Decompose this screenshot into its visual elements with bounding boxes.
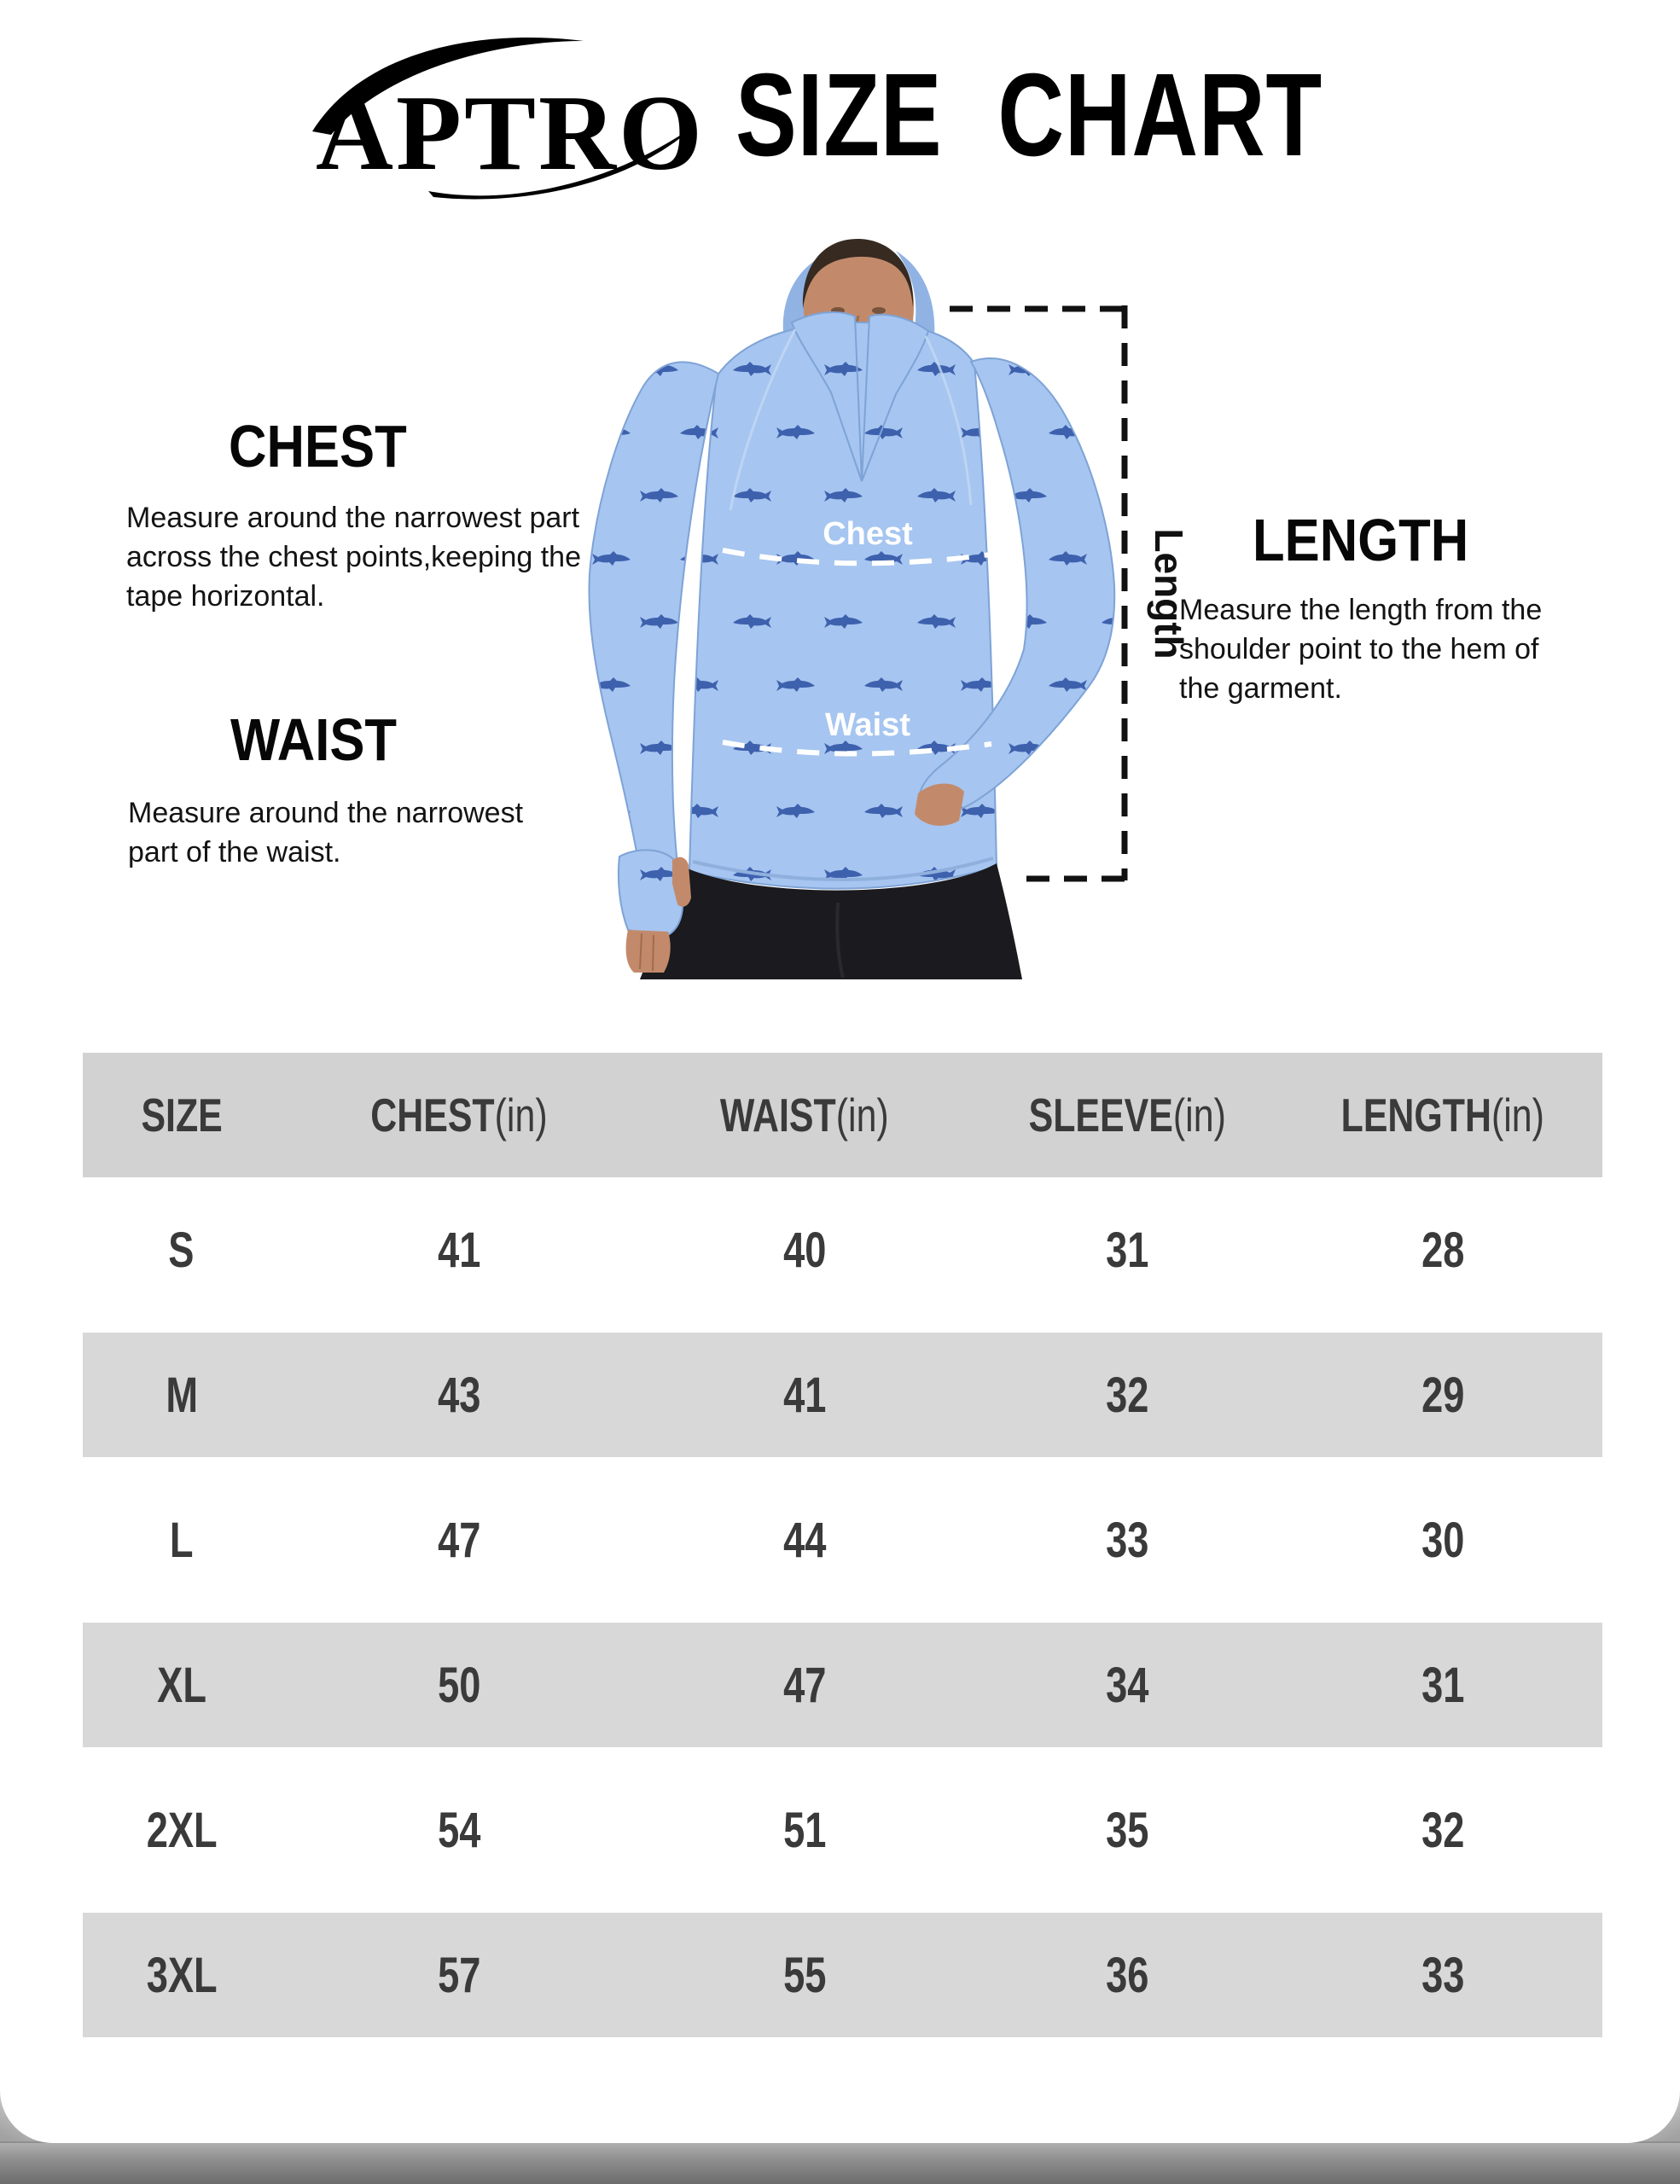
chest-guide-heading: CHEST [229, 413, 407, 479]
cell-size: 3XL [146, 1947, 218, 2003]
cell-length: 30 [1421, 1512, 1465, 1568]
table-row-2xl [83, 1757, 1602, 1902]
waist-guide-line: part of the waist. [128, 836, 341, 868]
table-header-row [83, 1053, 1602, 1177]
chest-guide-line: tape horizontal. [126, 580, 325, 613]
cell-size: L [169, 1512, 194, 1568]
cell-sleeve: 32 [1106, 1367, 1149, 1423]
left-fingers [626, 930, 671, 973]
cell-waist: 40 [782, 1222, 827, 1278]
cell-length: 31 [1421, 1657, 1465, 1713]
table-row-xl [83, 1612, 1602, 1757]
model-figure [538, 227, 1203, 979]
cell-size: S [168, 1222, 195, 1278]
cell-size: M [165, 1367, 198, 1423]
cell-length: 32 [1421, 1802, 1465, 1858]
chest-guide-text [126, 498, 581, 616]
length-guide-line: Measure the length from the [1179, 594, 1543, 626]
cell-waist: 55 [782, 1947, 827, 2003]
waist-guide-text [128, 793, 523, 872]
waist-guide-line: Measure around the narrowest [128, 797, 524, 829]
table-row-m [83, 1322, 1602, 1467]
model-eye-right [872, 307, 886, 314]
cell-sleeve: 36 [1106, 1947, 1149, 2003]
table-row-3xl [83, 1902, 1602, 2048]
length-guide-heading: LENGTH [1253, 507, 1469, 573]
header-cell-sleeve: SLEEVE(in) [1028, 1089, 1227, 1141]
length-guide-label: Length [1147, 528, 1191, 659]
cell-chest: 50 [437, 1657, 480, 1713]
cell-chest: 57 [437, 1947, 480, 2003]
header-cell-waist: WAIST(in) [720, 1089, 889, 1141]
cell-waist: 41 [782, 1367, 827, 1423]
header-cell-size: SIZE [141, 1089, 223, 1141]
length-guide-line: shoulder point to the hem of [1179, 633, 1539, 665]
cell-chest: 41 [437, 1222, 480, 1278]
header-cell-length: LENGTH(in) [1340, 1089, 1545, 1141]
cell-length: 29 [1421, 1367, 1465, 1423]
cell-chest: 54 [437, 1802, 480, 1858]
table-row-s [83, 1177, 1602, 1322]
length-guide-text [1179, 590, 1542, 708]
header-cell-chest: CHEST(in) [370, 1089, 548, 1141]
waist-guide-label: Waist [825, 707, 910, 743]
brand-logo [300, 22, 720, 205]
cell-sleeve: 34 [1106, 1657, 1149, 1713]
cell-sleeve: 31 [1106, 1222, 1149, 1278]
cell-waist: 47 [782, 1657, 827, 1713]
brand-text: APTRO [316, 74, 705, 193]
backdrop-gray-band [0, 2141, 1680, 2184]
cell-length: 28 [1421, 1222, 1465, 1278]
chest-guide-line: across the chest points,keeping the [126, 541, 581, 573]
cell-chest: 43 [437, 1367, 480, 1423]
cell-waist: 44 [782, 1512, 827, 1568]
cell-sleeve: 33 [1106, 1512, 1149, 1568]
waist-guide-heading: WAIST [230, 706, 398, 773]
size-table [83, 1053, 1602, 2048]
chest-guide-label: Chest [823, 516, 913, 552]
cell-size: XL [156, 1657, 206, 1713]
page-title: SIZE CHART [735, 49, 1322, 181]
cell-sleeve: 35 [1106, 1802, 1149, 1858]
cell-waist: 51 [782, 1802, 827, 1858]
length-guide-line: the garment. [1179, 672, 1342, 705]
cell-chest: 47 [437, 1512, 480, 1568]
cell-size: 2XL [146, 1802, 218, 1858]
table-row-l [83, 1467, 1602, 1612]
cell-length: 33 [1421, 1947, 1465, 2003]
chest-guide-line: Measure around the narrowest part [126, 502, 580, 534]
